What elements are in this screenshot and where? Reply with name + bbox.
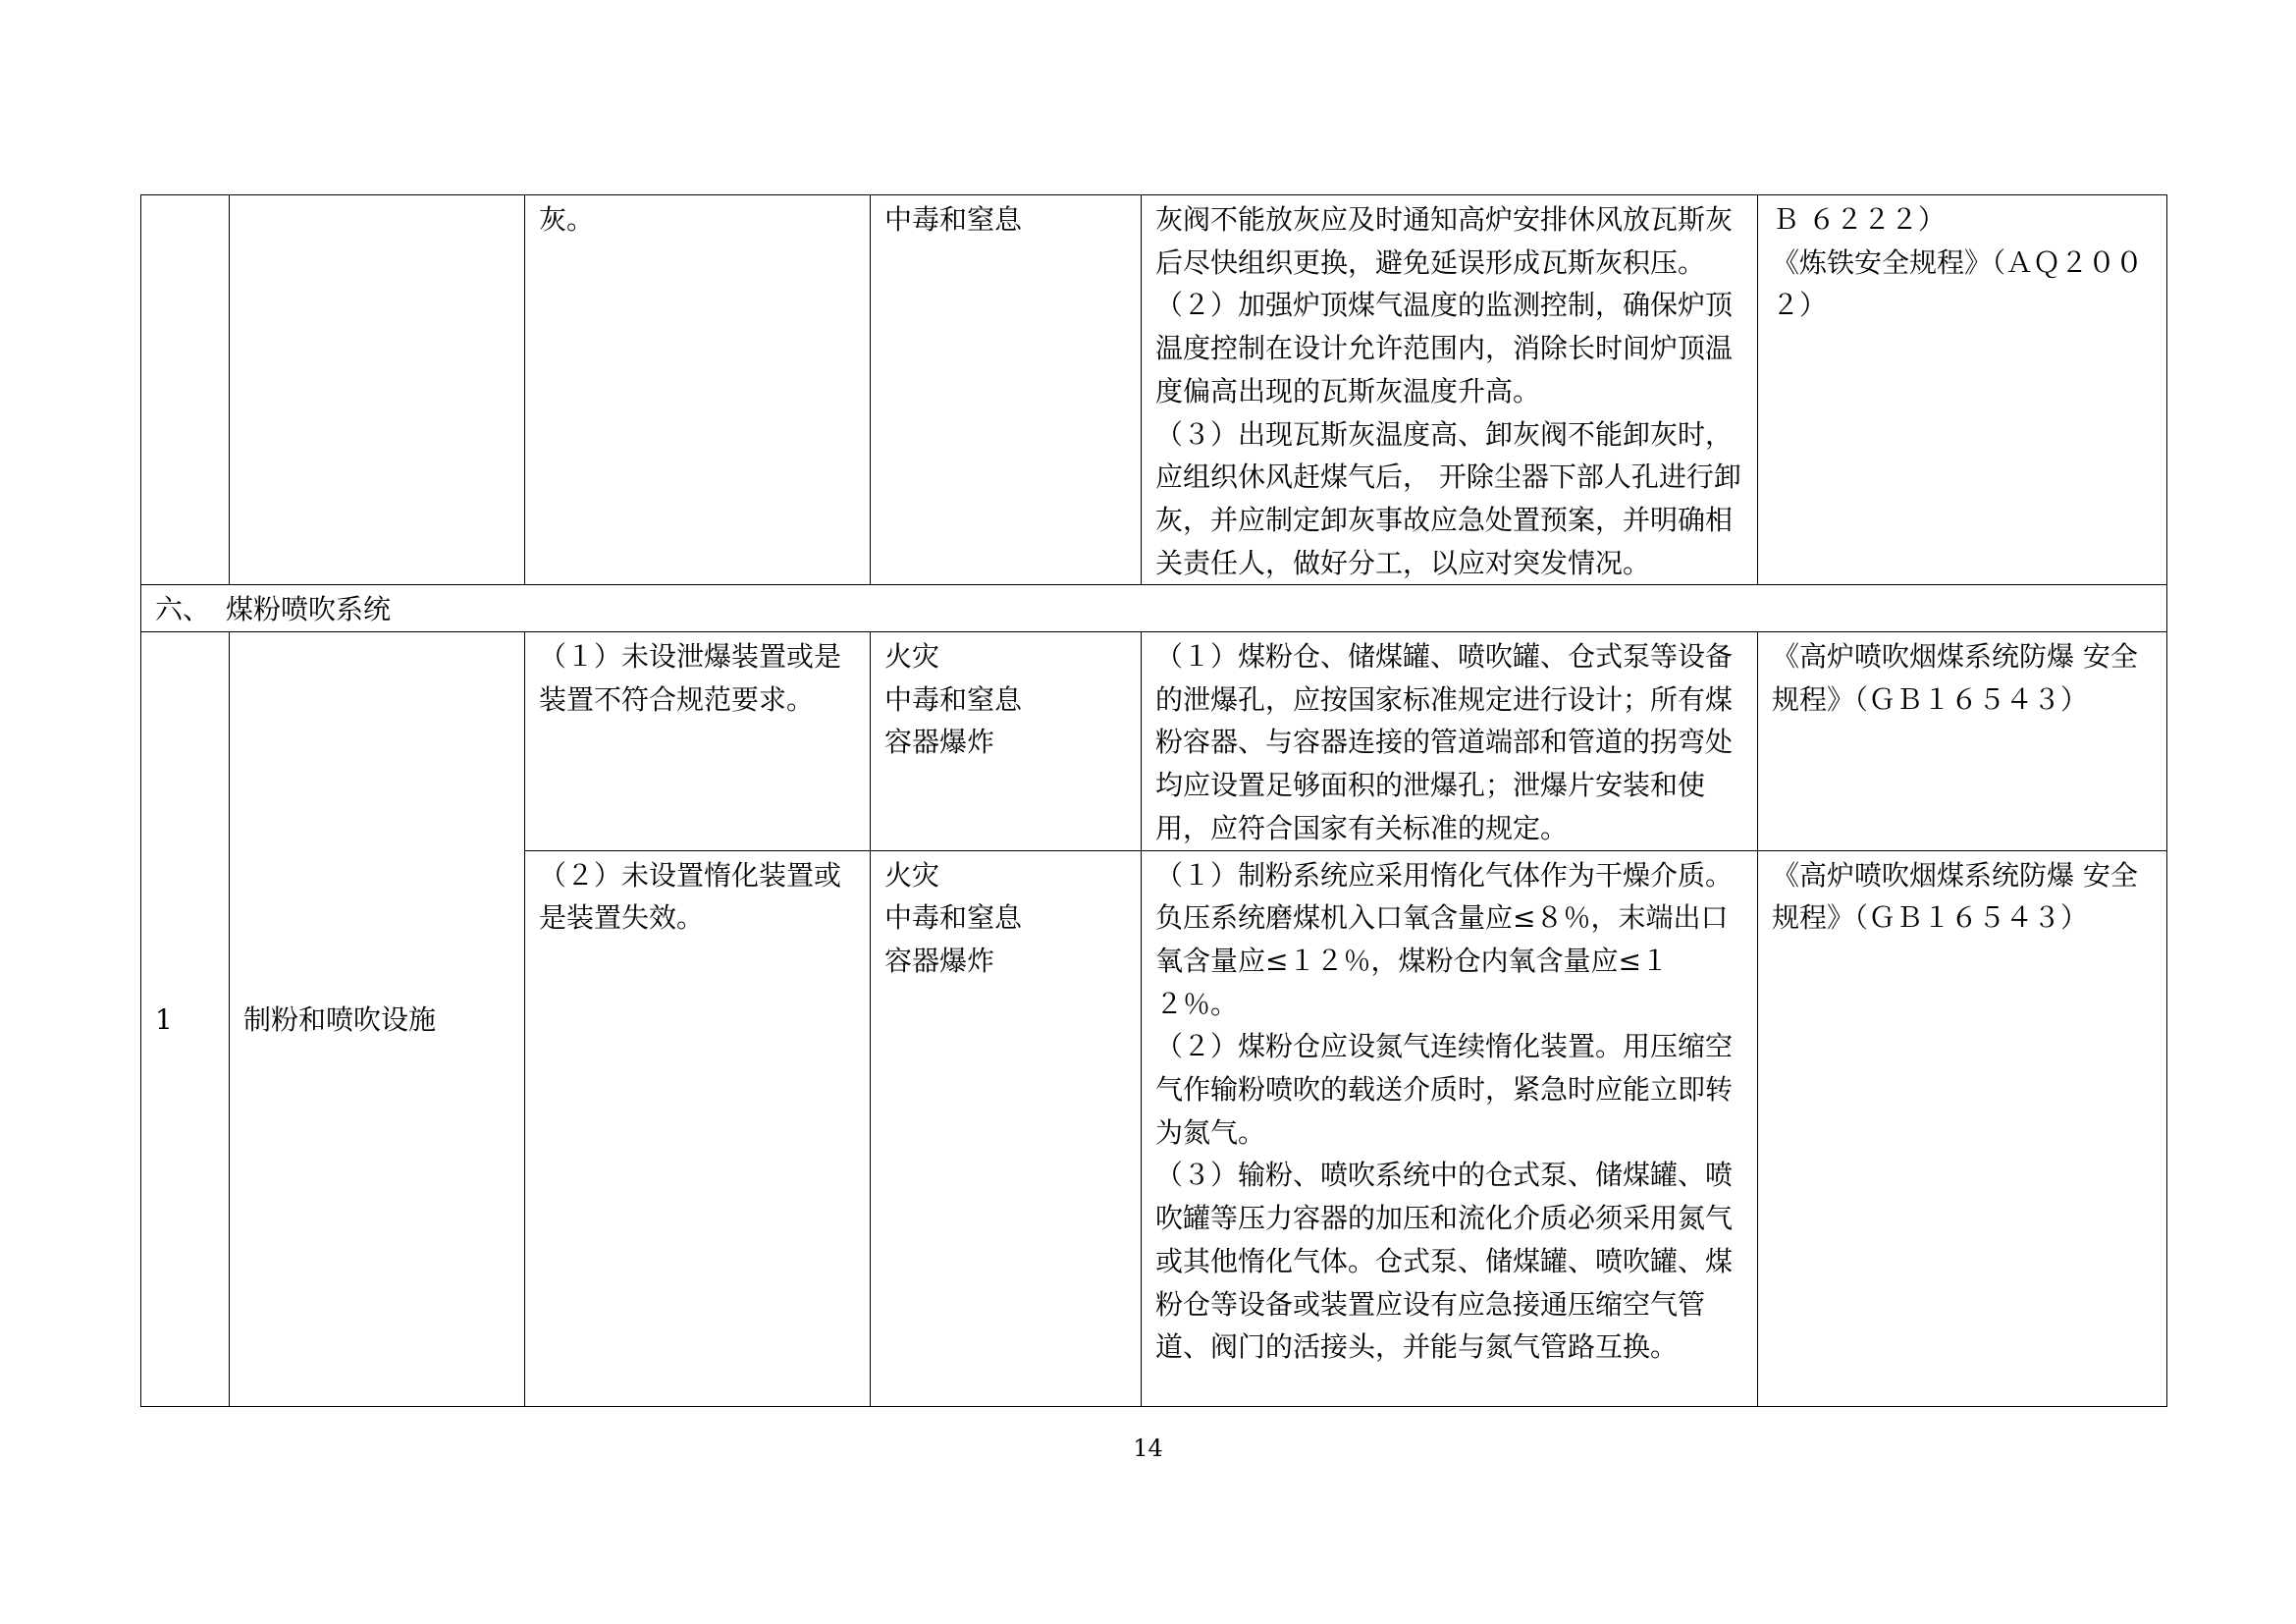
- measure-paragraph: （３）出现瓦斯灰温度高、卸灰阀不能卸灰时，应组织休风赶煤气后， 开除尘器下部人孔进行卸灰，并应制定卸灰事故应急处置预案，并明确相关责任人，做好分工，以应对突发情况。: [1155, 417, 1741, 579]
- measure-paragraph: （２）煤粉仓应设氮气连续惰化装置。用压缩空气作输粉喷吹的载送介质时，紧急时应能立即转为氮气。: [1155, 1030, 1734, 1149]
- measures-cell: [1142, 195, 1758, 585]
- measure-paragraph: （１）制粉系统应采用惰化气体作为干燥介质。负压系统磨煤机入口氧含量应≤８％，末端出口氧含量应≤１２％，煤粉仓内氧含量应≤１２％。: [1155, 858, 1734, 1020]
- basis-text: 《高炉喷吹烟煤系统防爆 安全规程》（ＧＢ１６５４３）: [1772, 858, 2138, 935]
- consequence-cell: [871, 195, 1142, 585]
- section-number: 六、: [155, 593, 211, 626]
- basis-text: 《高炉喷吹烟煤系统防爆 安全规程》（ＧＢ１６５４３）: [1772, 640, 2138, 716]
- measures-cell: [1142, 632, 1758, 851]
- table-row: [141, 195, 2167, 585]
- basis-cell: [1758, 195, 2167, 585]
- hazard-text: （１）未设泄爆装置或是装置不符合规范要求。: [539, 640, 842, 716]
- item-name-cell: [230, 195, 525, 585]
- section-row: [141, 585, 2167, 632]
- item-number: 1: [155, 1003, 173, 1037]
- hazard-text: （２）未设置惰化装置或是装置失效。: [539, 858, 842, 935]
- item-name-cell: [230, 632, 525, 1407]
- measure-paragraph: （３）输粉、喷吹系统中的仓式泵、储煤罐、喷吹罐等压力容器的加压和流化介质必须采用氮气或其他惰化气体。仓式泵、储煤罐、喷吹罐、煤粉仓等设备或装置应设有应急接通压缩空气管道、阀门的活接头，并能与氮气管路互换。: [1155, 1159, 1734, 1364]
- hazard-text: 灰。: [539, 203, 595, 236]
- section-heading: [141, 585, 2167, 632]
- basis-text: 《炼铁安全规程》（ＡＱ２００２）: [1772, 245, 2144, 322]
- consequence-text: 火灾: [884, 640, 940, 674]
- hazard-cell: [525, 850, 871, 1406]
- consequence-text: 中毒和窒息: [884, 682, 1023, 716]
- consequence-text: 容器爆炸: [884, 726, 995, 759]
- consequence-text: 火灾: [884, 858, 940, 892]
- measures-cell: [1142, 850, 1758, 1406]
- consequence-text: 容器爆炸: [884, 944, 995, 977]
- seq-cell: [141, 195, 230, 585]
- seq-cell: [141, 632, 230, 1407]
- basis-cell: [1758, 632, 2167, 851]
- page-number: 14: [1133, 1435, 1163, 1462]
- section-title: 煤粉喷吹系统: [226, 593, 392, 626]
- basis-text: Ｂ ６２２２）: [1772, 203, 1946, 236]
- consequence-cell: [871, 850, 1142, 1406]
- basis-cell: [1758, 850, 2167, 1406]
- measure-paragraph: （１）煤粉仓、储煤罐、喷吹罐、仓式泵等设备的泄爆孔，应按国家标准规定进行设计；所有煤粉容器、与容器连接的管道端部和管道的拐弯处均应设置足够面积的泄爆孔；泄爆片安装和使用，应符合国家有关标准的规定。: [1155, 640, 1734, 844]
- consequence-text: 中毒和窒息: [884, 203, 1023, 236]
- hazard-cell: [525, 195, 871, 585]
- consequence-text: 中毒和窒息: [884, 901, 1023, 935]
- measure-paragraph: （２）加强炉顶煤气温度的监测控制，确保炉顶温度控制在设计允许范围内，消除长时间炉顶温度偏高出现的瓦斯灰温度升高。: [1155, 289, 1734, 407]
- hazard-cell: [525, 632, 871, 851]
- measure-paragraph: 灰阀不能放灰应及时通知高炉安排休风放瓦斯灰后尽快组织更换，避免延误形成瓦斯灰积压。: [1155, 203, 1734, 279]
- consequence-cell: [871, 632, 1142, 851]
- hazard-table: [140, 194, 2167, 1407]
- table-row: [141, 632, 2167, 851]
- item-name: 制粉和喷吹设施: [243, 1003, 437, 1037]
